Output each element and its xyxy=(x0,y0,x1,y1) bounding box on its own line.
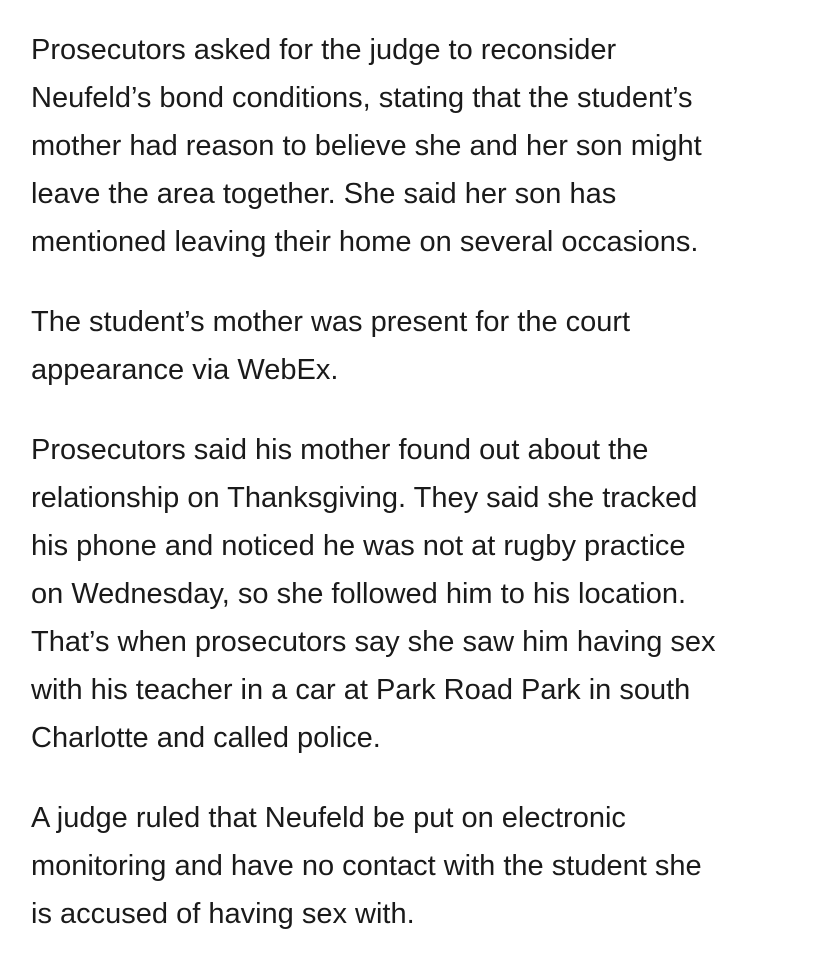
paragraph-bond-conditions xyxy=(31,26,811,266)
text-line: The student’s mother was present for the court xyxy=(31,306,631,338)
paragraph-ruling xyxy=(31,794,811,938)
text-line: Prosecutors said his mother found out about the xyxy=(31,434,649,466)
paragraph-court-appearance xyxy=(31,298,811,394)
text-line: A judge ruled that Neufeld be put on electronic xyxy=(31,802,626,834)
article-body xyxy=(31,26,811,938)
text-line: with his teacher in a car at Park Road Park in south xyxy=(31,674,691,706)
text-line: Neufeld’s bond conditions, stating that the student’s xyxy=(31,82,693,114)
text-line: mother had reason to believe she and her son might xyxy=(31,130,702,162)
text-line: Charlotte and called police. xyxy=(31,722,381,754)
paragraph-discovery xyxy=(31,426,811,762)
text-line: That’s when prosecutors say she saw him having sex xyxy=(31,626,716,658)
text-line: mentioned leaving their home on several occasions. xyxy=(31,226,699,258)
text-line: Prosecutors asked for the judge to reconsider xyxy=(31,34,617,66)
text-line: relationship on Thanksgiving. They said she tracked xyxy=(31,482,698,514)
text-line: monitoring and have no contact with the student she xyxy=(31,850,702,882)
text-line: on Wednesday, so she followed him to his location. xyxy=(31,578,687,610)
text-line: his phone and noticed he was not at rugby practice xyxy=(31,530,686,562)
text-line: appearance via WebEx. xyxy=(31,354,339,386)
text-line: is accused of having sex with. xyxy=(31,898,415,930)
text-line: leave the area together. She said her son has xyxy=(31,178,617,210)
